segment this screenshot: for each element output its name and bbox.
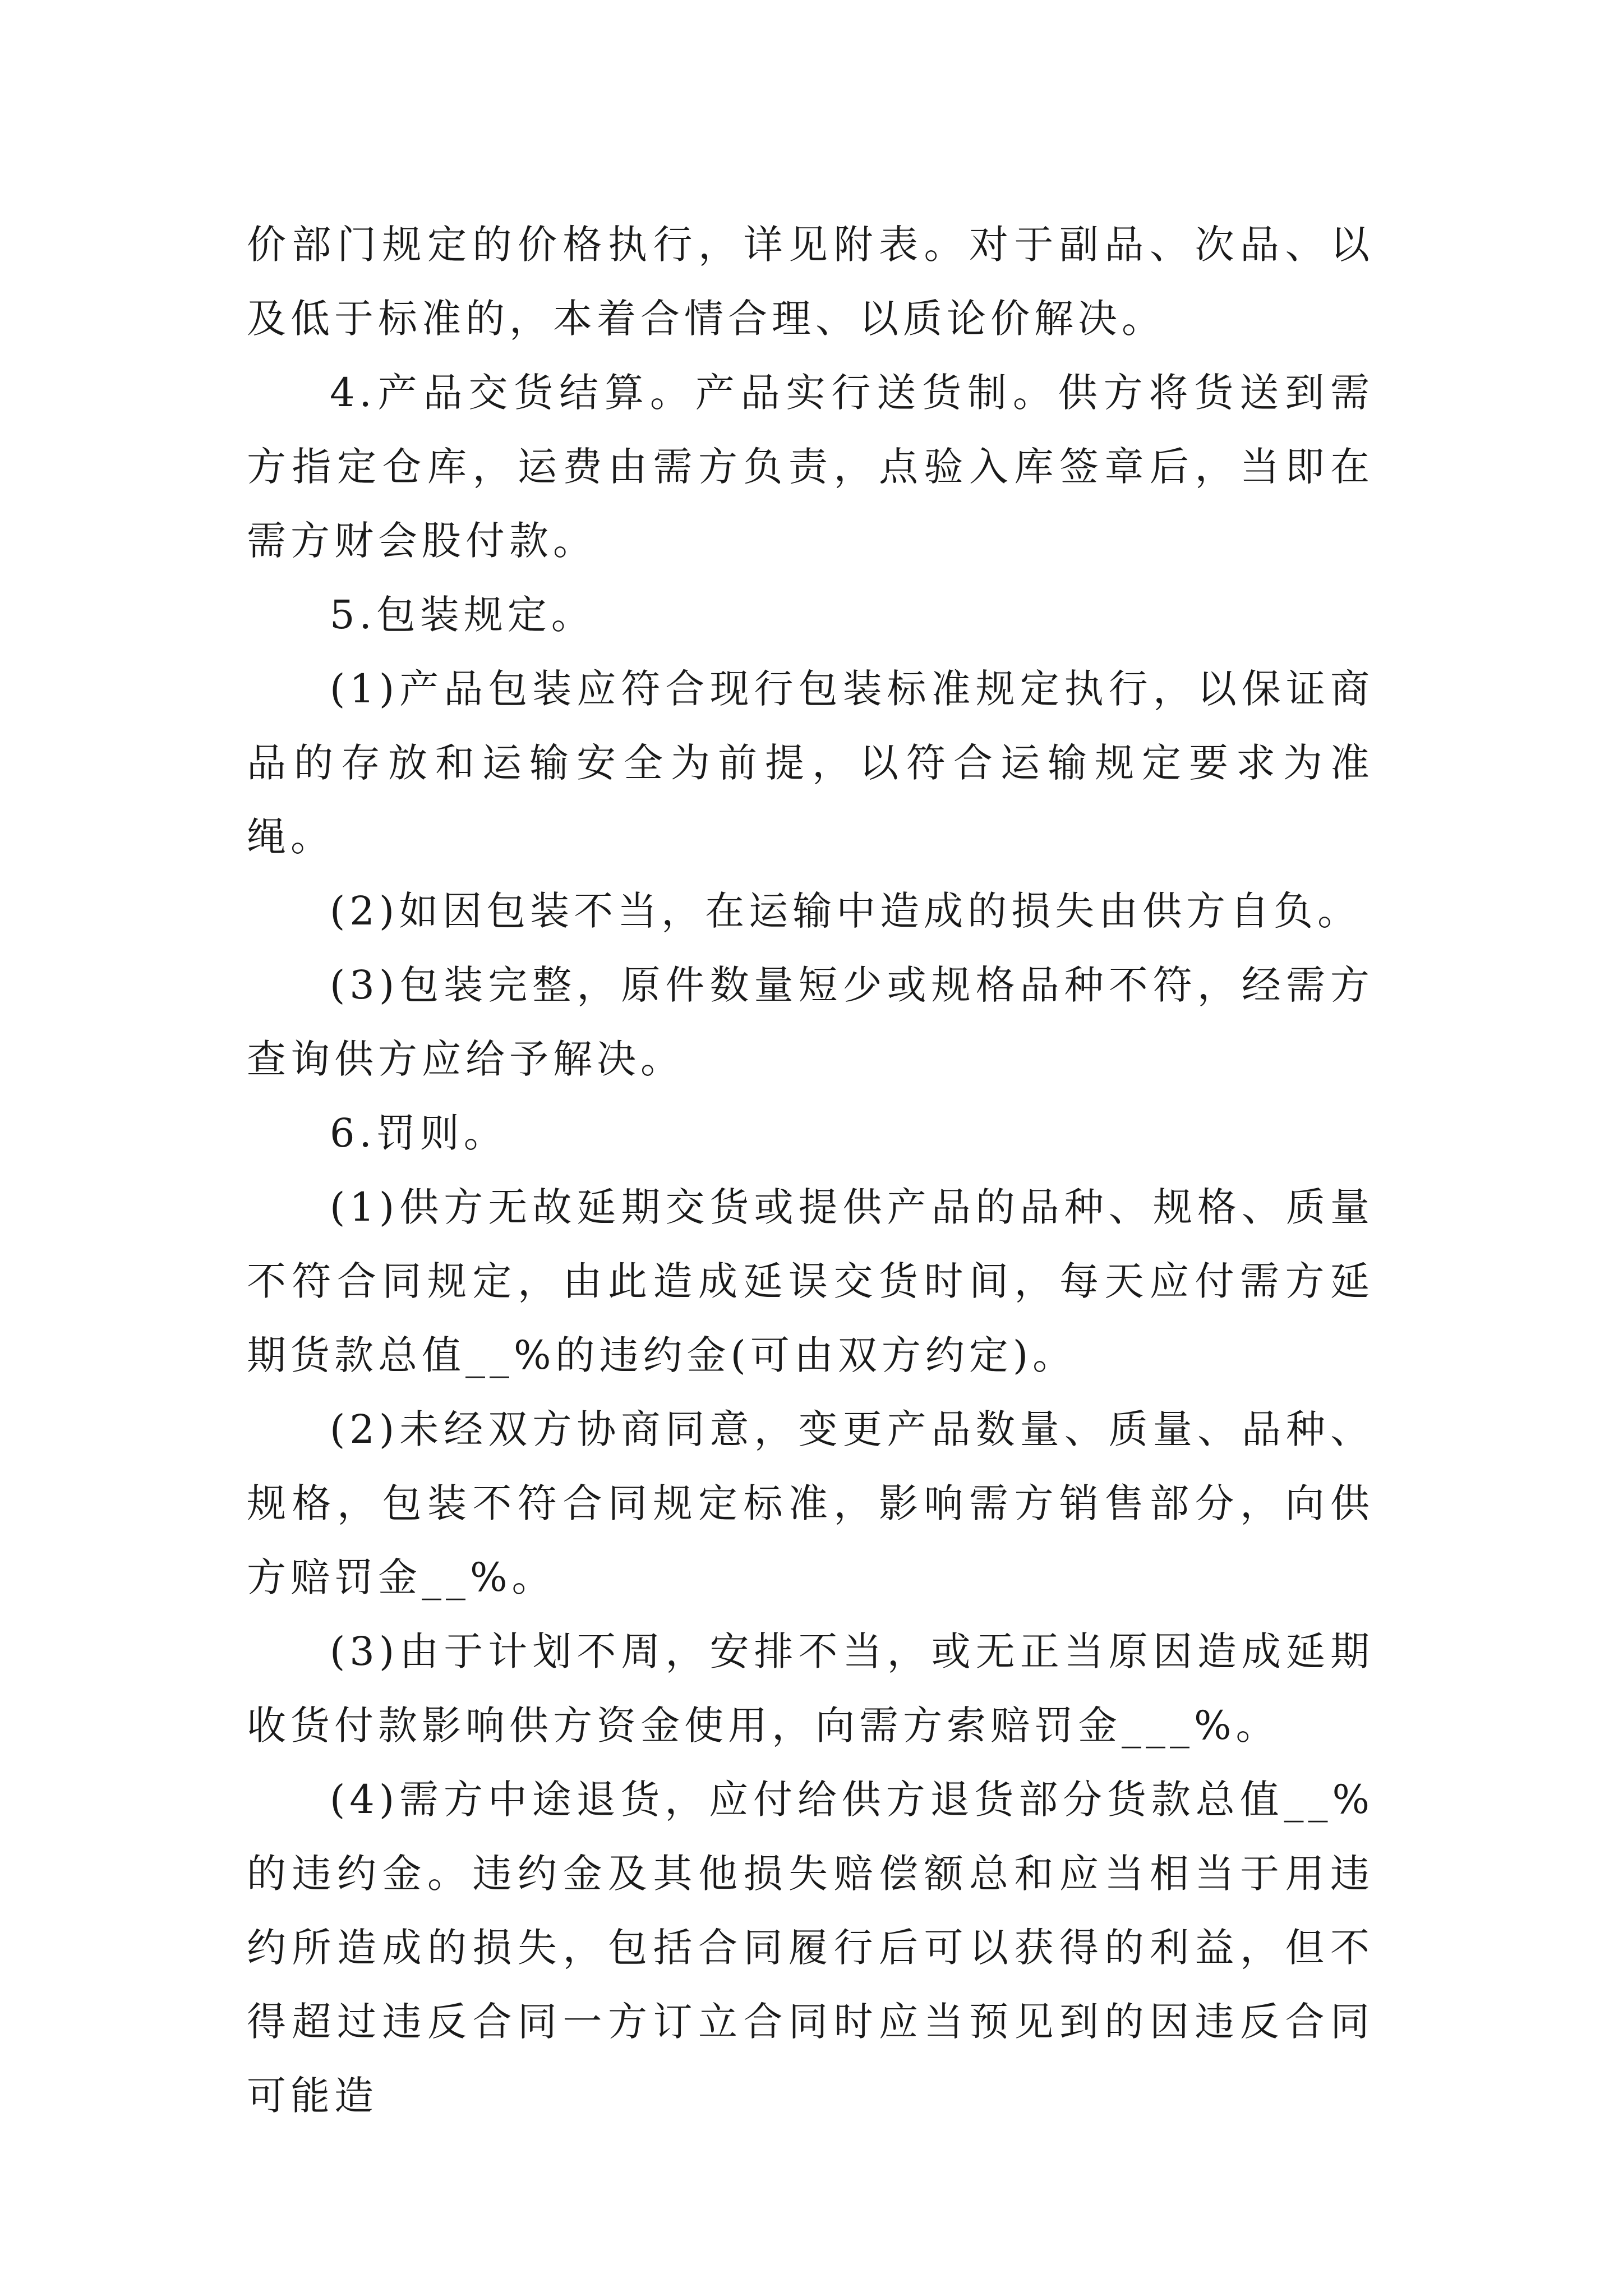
paragraph-packaging-3: (3)包装完整，原件数量短少或规格品种不符，经需方查询供方应给予解决。 xyxy=(247,962,1374,1082)
paragraph-penalty-1: (1)供方无故延期交货或提供产品的品种、规格、质量不符合同规定，由此造成延误交货时间，每天应付需方延期货款总值__%的违约金(可由双方约定)。 xyxy=(247,1184,1374,1378)
document-body xyxy=(247,208,1374,2133)
paragraph-penalty-4: (4)需方中途退货，应付给供方退货部分货款总值__%的违约金。违约金及其他损失赔偿额总和应当相当于用违约所造成的损失，包括合同履行后可以获得的利益，但不得超过违反合同一方订立合同时应当预见到的因违反合同可能造 xyxy=(247,1777,1374,2119)
paragraph-packaging-heading: 5.包装规定。 xyxy=(330,592,595,638)
paragraph-packaging-2: (2)如因包装不当，在运输中造成的损失由供方自负。 xyxy=(330,888,1362,934)
paragraph-delivery-settlement: 4.产品交货结算。产品实行送货制。供方将货送到需方指定仓库，运费由需方负责，点验入库签章后，当即在需方财会股付款。 xyxy=(247,370,1374,564)
paragraph-penalty-3: (3)由于计划不周，安排不当，或无正当原因造成延期收货付款影响供方资金使用，向需方索赔罚金___%。 xyxy=(247,1628,1374,1749)
paragraph-penalty-heading: 6.罚则。 xyxy=(330,1110,508,1156)
paragraph-price-continuation: 价部门规定的价格执行，详见附表。对于副品、次品、以及低于标准的，本着合情合理、以质论价解决。 xyxy=(247,222,1374,342)
paragraph-packaging-1: (1)产品包装应符合现行包装标准规定执行，以保证商品的存放和运输安全为前提，以符合运输规定要求为准绳。 xyxy=(247,666,1374,860)
paragraph-penalty-2: (2)未经双方协商同意，变更产品数量、质量、品种、规格，包装不符合同规定标准，影响需方销售部分，向供方赔罚金__%。 xyxy=(247,1406,1374,1600)
